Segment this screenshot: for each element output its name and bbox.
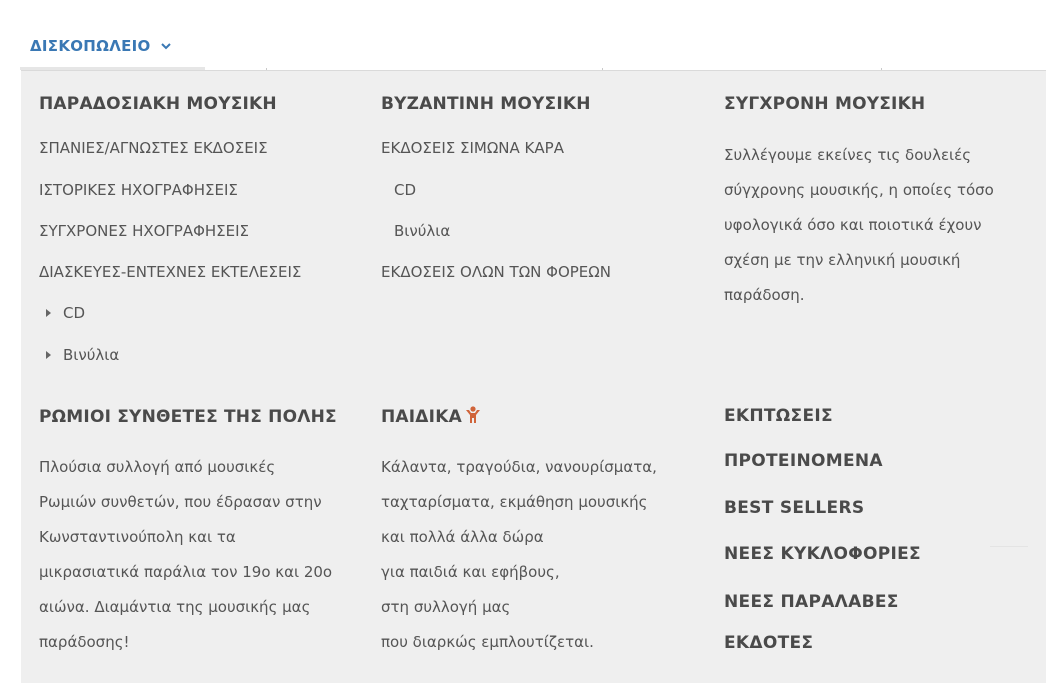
child-icon [465,406,481,424]
link-best-sellers[interactable]: BEST SELLERS [724,498,865,518]
link-new-releases[interactable]: ΝΕΕΣ ΚΥΚΛΟΦΟΡΙΕΣ [724,544,921,564]
link-contemporary-recordings[interactable]: ΣΥΓΧΡΟΝΕΣ ΗΧΟΓΡΑΦΗΣΕΙΣ [39,222,250,240]
kids-column [381,406,701,666]
contemporary-description: Συλλέγουμε εκείνες τις δουλειές σύγχρονης μουσικής, η οποίες τόσο υφολογικά όσο και ποιοτικά έχουν σχέση με την ελληνική μουσική παράδοση. [724,146,994,304]
traditional-vinyl-label: Βινύλια [63,346,120,364]
kids-heading[interactable] [381,406,701,428]
link-new-arrivals[interactable]: ΝΕΕΣ ΠΑΡΑΛΑΒΕΣ [724,592,899,612]
contemporary-music-heading[interactable]: ΣΥΓΧΡΟΝΗ ΜΟΥΣΙΚΗ [724,94,926,114]
traditional-music-heading[interactable]: ΠΑΡΑΔΟΣΙΑΚΗ ΜΟΥΣΙΚΗ [39,94,277,114]
link-all-publishers-editions[interactable]: ΕΚΔΟΣΕΙΣ ΟΛΩΝ ΤΩΝ ΦΟΡΕΩΝ [381,263,611,281]
link-discounts[interactable]: ΕΚΠΤΩΣΕΙΣ [724,406,833,426]
bullet-triangle-icon [46,351,51,359]
divider [990,546,1028,547]
bullet-triangle-icon [46,309,51,317]
link-rare-editions[interactable]: ΣΠΑΝΙΕΣ/ΑΓΝΩΣΤΕΣ ΕΚΔΟΣΕΙΣ [39,139,268,157]
link-byzantine-vinyl[interactable]: Βινύλια [394,222,451,240]
romioi-description: Πλούσια συλλογή από μουσικές Ρωμιών συνθετών, που έδρασαν στην Κωνσταντινούπολη και τα μικρασιατικά παράλια τον 19ο και 20ο αιώνα. Διαμάντια της μουσικής μας παράδοσης! [39,458,333,651]
mega-menu-panel [21,70,1046,683]
link-historical-recordings[interactable]: ΙΣΤΟΡΙΚΕΣ ΗΧΟΓΡΑΦΗΣΕΙΣ [39,181,238,199]
link-traditional-vinyl[interactable] [46,345,119,365]
romioi-composers-column [39,406,369,666]
nav-menu-label: ΔΙΣΚΟΠΩΛΕΙΟ [30,37,151,55]
traditional-cd-label: CD [63,304,86,322]
nav-menu-diskopoleio[interactable] [30,36,172,56]
byzantine-music-column [381,93,701,293]
traditional-music-column [39,93,359,373]
quick-links-column [724,406,1044,666]
kids-description: Κάλαντα, τραγούδια, νανουρίσματα, ταχταρίσματα, εκμάθηση μουσικής και πολλά άλλα δώρα για παιδιά και εφήβους, στη συλλογή μας που διαρκώς εμπλουτίζεται. [381,458,657,651]
top-navigation [0,0,1062,70]
byzantine-music-heading[interactable]: ΒΥΖΑΝΤΙΝΗ ΜΟΥΣΙΚΗ [381,94,591,114]
contemporary-music-column [724,93,1044,323]
link-adaptations[interactable]: ΔΙΑΣΚΕΥΕΣ-ΕΝΤΕΧΝΕΣ ΕΚΤΕΛΕΣΕΙΣ [39,263,302,281]
chevron-down-icon [160,40,172,52]
kids-heading-label: ΠΑΙΔΙΚΑ [381,407,462,427]
link-recommended[interactable]: ΠΡΟΤΕΙΝΟΜΕΝΑ [724,451,883,471]
link-publishers[interactable]: ΕΚΔΟΤΕΣ [724,633,814,653]
romioi-composers-heading[interactable]: ΡΩΜΙΟΙ ΣΥΝΘΕΤΕΣ ΤΗΣ ΠΟΛΗΣ [39,407,337,427]
link-simon-karas-editions[interactable]: ΕΚΔΟΣΕΙΣ ΣΙΜΩΝΑ ΚΑΡΑ [381,139,564,157]
link-traditional-cd[interactable] [46,303,85,323]
link-byzantine-cd[interactable]: CD [394,181,417,199]
